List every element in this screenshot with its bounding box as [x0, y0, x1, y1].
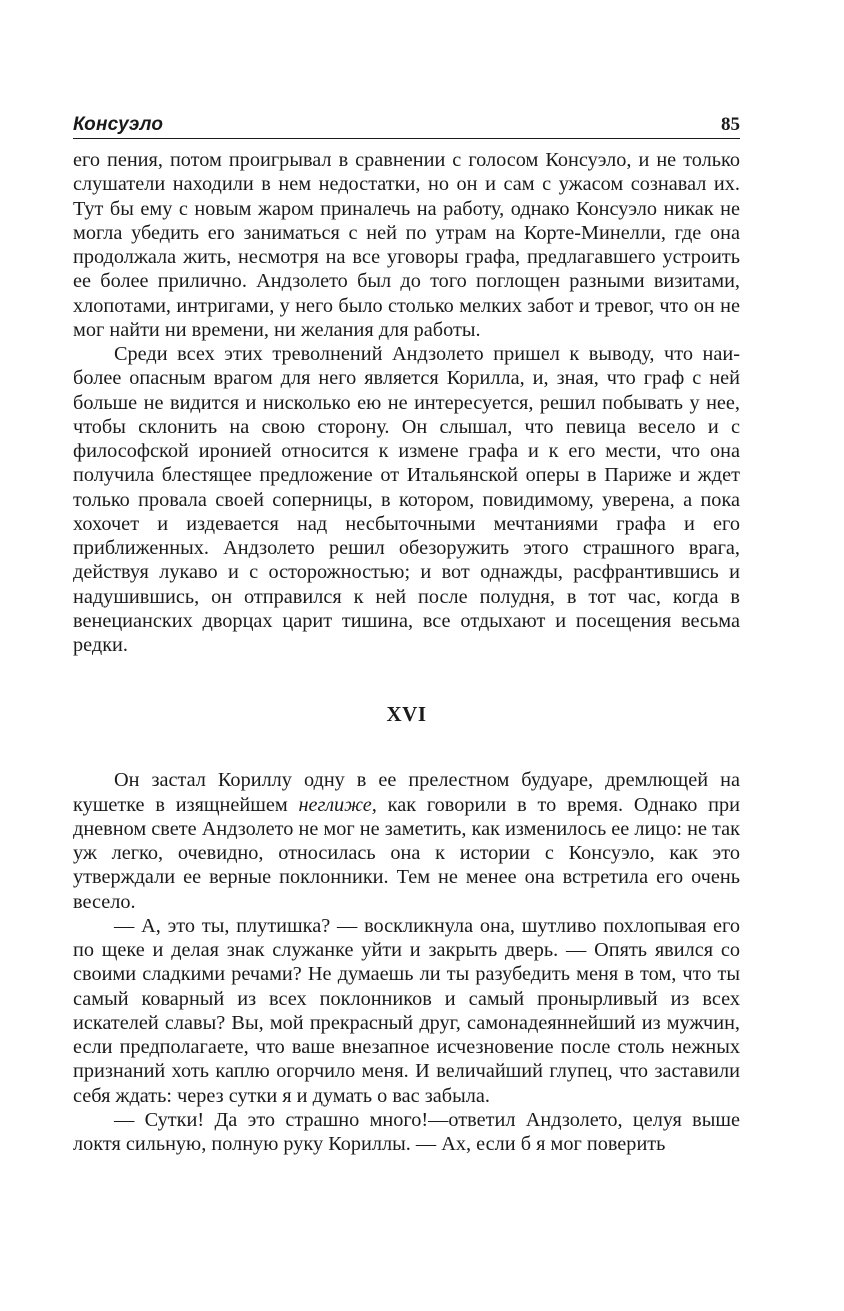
dialogue-paragraph: — Сутки! Да это страшно много!—ответил Андзолето, целуя выше локтя сильную, полную руку Кориллы. — Ах, если б я мог поверить — [73, 1108, 740, 1155]
italic-term: неглиже, — [298, 793, 377, 816]
text-block-before-chapter — [73, 148, 740, 657]
paragraph-text: как говорили в то время. Однако при дневном свете Андзолето не мог не заметить, как изменилось ее лицо: не так уж легко, очевидно, относилась она к истории с Консуэло, как это утверждали ее верные поклонники. Тем не менее она встретила его очень весело. — [73, 793, 740, 913]
running-header — [73, 108, 740, 139]
running-title: Консуэло — [73, 114, 164, 135]
dialogue-paragraph: — А, это ты, плутишка? — воскликнула она, шутливо похлопывая его по щеке и делая знак служанке уйти и закрыть дверь. — Опять явился со своими сладкими речами? Не думаешь ли ты разубедить меня в том, что ты самый коварный из всех поклонников и самый пронырливый из всех искателей славы? Вы, мой прекрасный друг, самонадеяннейший из мужчин, если предполагаете, что ваше внезапное исчезновение после столь нежных признаний хоть каплю огорчило меня. И величайший глупец, что заставили себя ждать: через сутки я и думать о вас забыла. — [73, 914, 740, 1107]
paragraph: Среди всех этих треволнений Андзолето пришел к выводу, что наиболее опасным врагом для него является Корилла, и, зная, что граф с ней больше не видится и нисколько ею не интересуется, решил побывать у нее, чтобы склонить на свою сторону. Он слышал, что певица весело и с философской иронией относится к измене графа и к его мести, что она получила блестящее предложение от Итальянской оперы в Париже и ждет только провала своей соперницы, в котором, повидимому, уверена, а пока хохочет и издевается над несбыточными мечтаниями графа и его приближенных. Андзолето решил обезоружить этого страшного врага, действуя лукаво и с осторожностью; и вот однажды, расфрантившись и надушившись, он отправился к ней после полудня, в тот час, когда в венецианских дворцах царит тишина, все отдыхают и посещения весьма редки. — [73, 343, 740, 656]
page-number: 85 — [721, 114, 740, 135]
paragraph-text: Он застал Кориллу одну в ее прелестном будуаре, дремлющей на кушетке в изящнейшем — [73, 769, 740, 816]
paragraph-chapter-opening — [73, 768, 740, 914]
book-page — [73, 108, 740, 1156]
chapter-heading: XVI — [386, 702, 427, 727]
paragraph-continuation: его пения, потом проигрывал в сравнении с голосом Консуэло, и не только слушатели находили в нем недостатки, но он и сам с ужасом сознавал их. Тут бы ему с новым жаром приналечь на работу, однако Консуэло никак не могла убедить его заниматься с ней по утрам на Корте-Минелли, где она продолжала жить, несмотря на все уговоры графа, предлагавшего устроить ее более прилично. Андзолето был до того поглощен разными визитами, хлопотами, интригами, у него было столько мелких забот и тревог, что он не мог найти ни времени, ни желания для работы. — [73, 149, 740, 341]
text-block-chapter — [73, 768, 740, 1156]
